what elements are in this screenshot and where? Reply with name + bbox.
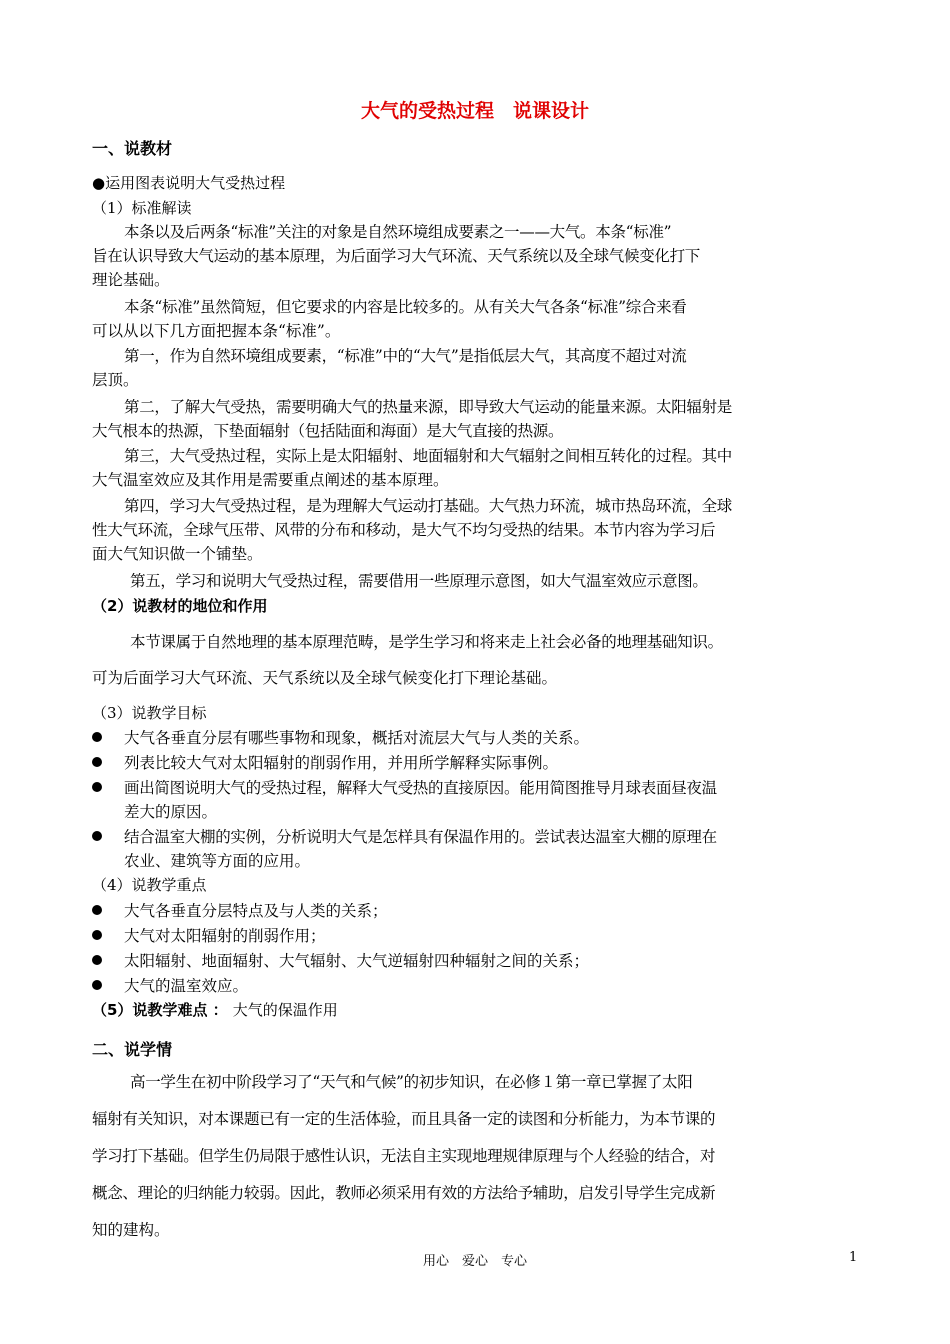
- paragraph-line: 知的建构。: [92, 1221, 170, 1239]
- goal-item: 列表比较大气对太阳辐射的削弱作用，并用所学解释实际事例。: [124, 754, 559, 772]
- footer-slogan: 用心 爱心 专心: [422, 1254, 527, 1269]
- difficulty-label: （5）说教学难点 ：: [92, 1001, 228, 1019]
- paragraph-line: 大气温室效应及其作用是需要重点阐述的基本原理。: [92, 471, 449, 489]
- difficulty-value: 大气的保温作用: [232, 1001, 338, 1019]
- bullet-icon: [92, 980, 102, 990]
- paragraph-line: 学习打下基础。但学生仍局限于感性认识，无法自主实现地理规律原理与个人经验的结合，对: [92, 1147, 716, 1165]
- section-heading-textbook: 一、说教材: [92, 139, 173, 158]
- keypoint-item: 大气的温室效应。: [124, 977, 249, 995]
- bullet-icon: [92, 757, 102, 767]
- goal-item-continued: 农业、建筑等方面的应用。: [124, 852, 311, 870]
- subheading-keypoints: （4）说教学重点: [92, 876, 207, 894]
- paragraph-line: 面大气知识做一个铺垫。: [92, 545, 263, 563]
- paragraph-line: 第四，学习大气受热过程，是为理解大气运动打基础。大气热力环流，城市热岛环流，全球: [124, 497, 733, 515]
- bullet-icon: [92, 905, 102, 915]
- bullet-icon: [92, 831, 102, 841]
- paragraph-line: 可为后面学习大气环流、天气系统以及全球气候变化打下理论基础。: [92, 669, 558, 687]
- paragraph-line: 第二，了解大气受热，需要明确大气的热量来源，即导致大气运动的能量来源。太阳辐射是: [124, 398, 733, 416]
- keypoint-item: 太阳辐射、地面辐射、大气辐射、大气逆辐射四种辐射之间的关系；: [124, 952, 590, 970]
- goal-item: 大气各垂直分层有哪些事物和现象，概括对流层大气与人类的关系。: [124, 729, 590, 747]
- paragraph-line: 高一学生在初中阶段学习了“天气和气候”的初步知识，在必修１第一章已掌握了太阳: [130, 1073, 693, 1091]
- paragraph-line: 性大气环流，全球气压带、风带的分布和移动，是大气不均匀受热的结果。本节内容为学习后: [92, 521, 716, 539]
- bullet-icon: [92, 732, 102, 742]
- paragraph-line: 本条“标准”虽然简短，但它要求的内容是比较多的。从有关大气各条“标准”综合来看: [124, 298, 687, 316]
- bullet-icon: [92, 782, 102, 792]
- goal-item: 结合温室大棚的实例，分析说明大气是怎样具有保温作用的。尝试表达温室大棚的原理在: [124, 828, 717, 846]
- paragraph-line: 辐射有关知识，对本课题已有一定的生活体验，而且具备一定的读图和分析能力，为本节课的: [92, 1110, 716, 1128]
- bullet-icon: [92, 930, 102, 940]
- paragraph-line: 可以从以下几方面把握本条“标准”。: [92, 322, 341, 340]
- topic-line: ●运用图表说明大气受热过程: [92, 174, 286, 192]
- page-number: 1: [849, 1250, 858, 1265]
- paragraph-line: 第三，大气受热过程，实际上是太阳辐射、地面辐射和大气辐射之间相互转化的过程。其中: [124, 447, 733, 465]
- subheading-standard: （1）标准解读: [92, 199, 192, 217]
- paragraph-line: 第五，学习和说明大气受热过程，需要借用一些原理示意图，如大气温室效应示意图。: [130, 572, 708, 590]
- paragraph-line: 旨在认识导致大气运动的基本原理，为后面学习大气环流、天气系统以及全球气候变化打下: [92, 247, 701, 265]
- paragraph-line: 层顶。: [92, 371, 139, 389]
- paragraph-line: 本条以及后两条“标准”关注的对象是自然环境组成要素之一——大气。本条“标准”: [124, 223, 672, 241]
- paragraph-line: 大气根本的热源，下垫面辐射（包括陆面和海面）是大气直接的热源。: [92, 422, 564, 440]
- section-heading-students: 二、说学情: [92, 1040, 173, 1059]
- keypoint-item: 大气对太阳辐射的削弱作用；: [124, 927, 326, 945]
- subheading-position: （2）说教材的地位和作用: [92, 597, 268, 615]
- paragraph-line: 理论基础。: [92, 271, 170, 289]
- bullet-icon: [92, 955, 102, 965]
- goal-item: 画出简图说明大气的受热过程，解释大气受热的直接原因。能用简图推导月球表面昼夜温: [124, 779, 717, 797]
- keypoint-item: 大气各垂直分层特点及与人类的关系；: [124, 902, 388, 920]
- goal-item-continued: 差大的原因。: [124, 803, 218, 821]
- difficulty-line: [92, 999, 338, 1020]
- paragraph-line: 本节课属于自然地理的基本原理范畴，是学生学习和将来走上社会必备的地理基础知识。: [130, 633, 723, 651]
- subheading-goals: （3）说教学目标: [92, 704, 207, 722]
- paragraph-line: 第一，作为自然环境组成要素，“标准”中的“大气”是指低层大气，其高度不超过对流: [124, 347, 687, 365]
- document-title: 大气的受热过程 说课设计: [360, 100, 589, 122]
- paragraph-line: 概念、理论的归纳能力较弱。因此，教师必须采用有效的方法给予辅助，启发引导学生完成新: [92, 1184, 716, 1202]
